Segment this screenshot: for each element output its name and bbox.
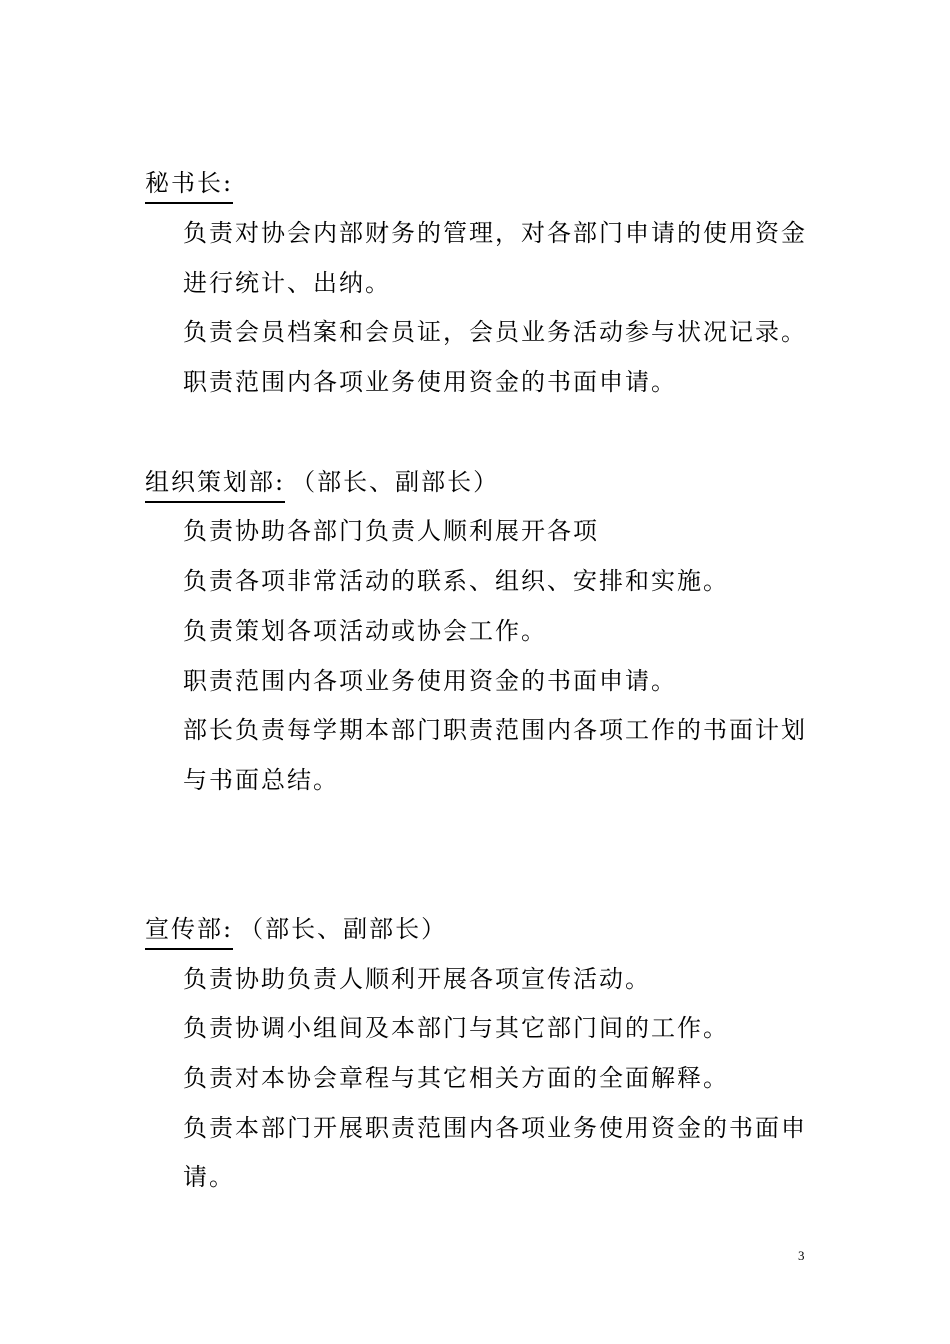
duty-line: 职责范围内各项业务使用资金的书面申请。	[183, 667, 677, 695]
page-number: 3	[798, 1248, 805, 1263]
duty-line: 负责协助负责人顺利开展各项宣传活动。	[183, 965, 651, 993]
section-heading	[145, 166, 233, 200]
section-title: 宣传部:	[145, 912, 233, 950]
duty-line: 与书面总结。	[183, 766, 339, 794]
duty-line: 负责对协会内部财务的管理，对各部门申请的使用资金	[183, 219, 807, 247]
duty-line: 负责策划各项活动或协会工作。	[183, 617, 547, 645]
duty-line: 进行统计、出纳。	[183, 269, 391, 297]
section-title: 秘书长:	[145, 166, 233, 204]
duty-line: 负责各项非常活动的联系、组织、安排和实施。	[183, 567, 729, 595]
section-heading	[145, 912, 447, 946]
duty-line: 负责协助各部门负责人顺利展开各项	[183, 517, 599, 545]
section-heading	[145, 465, 499, 499]
section-title: 组织策划部:	[145, 465, 285, 503]
duty-line: 负责本部门开展职责范围内各项业务使用资金的书面申	[183, 1114, 807, 1142]
duty-line: 部长负责每学期本部门职责范围内各项工作的书面计划	[183, 716, 807, 744]
duty-line: 请。	[183, 1163, 235, 1191]
duty-line: 负责对本协会章程与其它相关方面的全面解释。	[183, 1064, 729, 1092]
duty-line: 负责会员档案和会员证，会员业务活动参与状况记录。	[183, 318, 807, 346]
section-note: （部长、副部长）	[291, 468, 500, 496]
section-note: （部长、副部长）	[239, 915, 448, 943]
duty-line: 负责协调小组间及本部门与其它部门间的工作。	[183, 1014, 729, 1042]
duty-line: 职责范围内各项业务使用资金的书面申请。	[183, 368, 677, 396]
